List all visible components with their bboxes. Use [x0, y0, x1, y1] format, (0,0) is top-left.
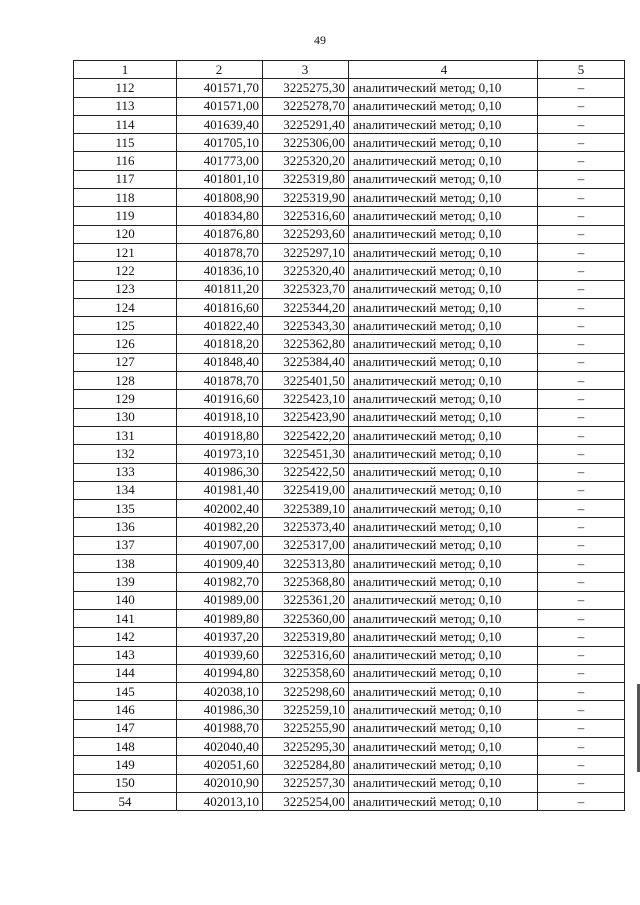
table-row [74, 317, 625, 335]
cell-x-coordinate: 401982,70 [177, 573, 263, 591]
cell-y-coordinate: 3225323,70 [263, 280, 349, 298]
cell-note: – [538, 390, 625, 408]
cell-method-accuracy: аналитический метод; 0,10 [349, 756, 538, 774]
cell-point-number: 132 [74, 445, 177, 463]
table-row [74, 262, 625, 280]
cell-method-accuracy: аналитический метод; 0,10 [349, 298, 538, 316]
cell-point-number: 140 [74, 591, 177, 609]
table-row [74, 774, 625, 792]
cell-x-coordinate: 401878,70 [177, 243, 263, 261]
cell-point-number: 115 [74, 134, 177, 152]
cell-point-number: 113 [74, 97, 177, 115]
cell-method-accuracy: аналитический метод; 0,10 [349, 262, 538, 280]
cell-y-coordinate: 3225361,20 [263, 591, 349, 609]
cell-note: – [538, 609, 625, 627]
header-col-1: 1 [74, 61, 177, 79]
cell-note: – [538, 536, 625, 554]
cell-method-accuracy: аналитический метод; 0,10 [349, 573, 538, 591]
cell-x-coordinate: 402013,10 [177, 792, 263, 810]
cell-method-accuracy: аналитический метод; 0,10 [349, 134, 538, 152]
cell-x-coordinate: 401909,40 [177, 555, 263, 573]
cell-point-number: 129 [74, 390, 177, 408]
cell-point-number: 121 [74, 243, 177, 261]
cell-point-number: 137 [74, 536, 177, 554]
cell-note: – [538, 737, 625, 755]
cell-x-coordinate: 401986,30 [177, 463, 263, 481]
table-row [74, 628, 625, 646]
cell-note: – [538, 335, 625, 353]
table-row [74, 280, 625, 298]
cell-method-accuracy: аналитический метод; 0,10 [349, 792, 538, 810]
cell-note: – [538, 683, 625, 701]
cell-method-accuracy: аналитический метод; 0,10 [349, 518, 538, 536]
cell-y-coordinate: 3225389,10 [263, 500, 349, 518]
cell-x-coordinate: 401982,20 [177, 518, 263, 536]
cell-x-coordinate: 401988,70 [177, 719, 263, 737]
table-row [74, 408, 625, 426]
cell-method-accuracy: аналитический метод; 0,10 [349, 536, 538, 554]
cell-note: – [538, 134, 625, 152]
cell-x-coordinate: 401989,80 [177, 609, 263, 627]
table-header-row [74, 61, 625, 79]
cell-y-coordinate: 3225319,80 [263, 170, 349, 188]
cell-point-number: 112 [74, 79, 177, 97]
cell-note: – [538, 262, 625, 280]
cell-y-coordinate: 3225306,00 [263, 134, 349, 152]
cell-note: – [538, 463, 625, 481]
header-col-4: 4 [349, 61, 538, 79]
cell-x-coordinate: 401916,60 [177, 390, 263, 408]
page-number: 49 [314, 33, 326, 47]
cell-point-number: 125 [74, 317, 177, 335]
table-row [74, 97, 625, 115]
cell-method-accuracy: аналитический метод; 0,10 [349, 591, 538, 609]
cell-point-number: 138 [74, 555, 177, 573]
cell-note: – [538, 243, 625, 261]
cell-point-number: 116 [74, 152, 177, 170]
cell-point-number: 122 [74, 262, 177, 280]
cell-x-coordinate: 401808,90 [177, 189, 263, 207]
cell-x-coordinate: 401986,30 [177, 701, 263, 719]
table-row [74, 152, 625, 170]
cell-point-number: 141 [74, 609, 177, 627]
cell-note: – [538, 774, 625, 792]
table-row [74, 463, 625, 481]
coordinates-table-container [73, 60, 613, 811]
cell-y-coordinate: 3225298,60 [263, 683, 349, 701]
table-row [74, 756, 625, 774]
cell-y-coordinate: 3225316,60 [263, 646, 349, 664]
cell-method-accuracy: аналитический метод; 0,10 [349, 719, 538, 737]
cell-y-coordinate: 3225317,00 [263, 536, 349, 554]
table-row [74, 390, 625, 408]
cell-x-coordinate: 401918,80 [177, 426, 263, 444]
cell-x-coordinate: 401981,40 [177, 481, 263, 499]
cell-y-coordinate: 3225401,50 [263, 372, 349, 390]
table-row [74, 445, 625, 463]
cell-note: – [538, 280, 625, 298]
cell-x-coordinate: 401973,10 [177, 445, 263, 463]
cell-x-coordinate: 401816,60 [177, 298, 263, 316]
table-row [74, 372, 625, 390]
cell-method-accuracy: аналитический метод; 0,10 [349, 500, 538, 518]
cell-point-number: 127 [74, 353, 177, 371]
cell-x-coordinate: 401834,80 [177, 207, 263, 225]
cell-y-coordinate: 3225255,90 [263, 719, 349, 737]
cell-method-accuracy: аналитический метод; 0,10 [349, 390, 538, 408]
table-row [74, 573, 625, 591]
cell-point-number: 148 [74, 737, 177, 755]
header-col-5: 5 [538, 61, 625, 79]
table-row [74, 207, 625, 225]
cell-point-number: 150 [74, 774, 177, 792]
cell-method-accuracy: аналитический метод; 0,10 [349, 683, 538, 701]
cell-point-number: 144 [74, 664, 177, 682]
cell-x-coordinate: 401571,70 [177, 79, 263, 97]
cell-method-accuracy: аналитический метод; 0,10 [349, 737, 538, 755]
cell-note: – [538, 170, 625, 188]
cell-x-coordinate: 401876,80 [177, 225, 263, 243]
cell-y-coordinate: 3225320,20 [263, 152, 349, 170]
cell-x-coordinate: 401818,20 [177, 335, 263, 353]
cell-y-coordinate: 3225422,20 [263, 426, 349, 444]
cell-point-number: 139 [74, 573, 177, 591]
cell-point-number: 133 [74, 463, 177, 481]
cell-x-coordinate: 401801,10 [177, 170, 263, 188]
cell-note: – [538, 97, 625, 115]
cell-note: – [538, 445, 625, 463]
table-row [74, 683, 625, 701]
cell-y-coordinate: 3225259,10 [263, 701, 349, 719]
cell-x-coordinate: 401836,10 [177, 262, 263, 280]
table-row [74, 225, 625, 243]
cell-x-coordinate: 401705,10 [177, 134, 263, 152]
cell-y-coordinate: 3225295,30 [263, 737, 349, 755]
cell-method-accuracy: аналитический метод; 0,10 [349, 189, 538, 207]
cell-method-accuracy: аналитический метод; 0,10 [349, 243, 538, 261]
table-row [74, 115, 625, 133]
cell-method-accuracy: аналитический метод; 0,10 [349, 555, 538, 573]
header-col-3: 3 [263, 61, 349, 79]
cell-note: – [538, 573, 625, 591]
cell-y-coordinate: 3225422,50 [263, 463, 349, 481]
cell-method-accuracy: аналитический метод; 0,10 [349, 701, 538, 719]
cell-x-coordinate: 402051,60 [177, 756, 263, 774]
cell-y-coordinate: 3225319,80 [263, 628, 349, 646]
cell-y-coordinate: 3225313,80 [263, 555, 349, 573]
table-row [74, 170, 625, 188]
table-row [74, 591, 625, 609]
header-col-2: 2 [177, 61, 263, 79]
cell-point-number: 145 [74, 683, 177, 701]
cell-note: – [538, 408, 625, 426]
cell-y-coordinate: 3225368,80 [263, 573, 349, 591]
cell-x-coordinate: 401822,40 [177, 317, 263, 335]
cell-method-accuracy: аналитический метод; 0,10 [349, 280, 538, 298]
table-row [74, 426, 625, 444]
cell-x-coordinate: 401937,20 [177, 628, 263, 646]
table-row [74, 298, 625, 316]
table-row [74, 664, 625, 682]
cell-y-coordinate: 3225344,20 [263, 298, 349, 316]
cell-y-coordinate: 3225319,90 [263, 189, 349, 207]
cell-point-number: 147 [74, 719, 177, 737]
cell-y-coordinate: 3225320,40 [263, 262, 349, 280]
cell-y-coordinate: 3225293,60 [263, 225, 349, 243]
cell-y-coordinate: 3225257,30 [263, 774, 349, 792]
table-row [74, 518, 625, 536]
cell-y-coordinate: 3225362,80 [263, 335, 349, 353]
cell-y-coordinate: 3225278,70 [263, 97, 349, 115]
cell-x-coordinate: 401907,00 [177, 536, 263, 554]
cell-y-coordinate: 3225358,60 [263, 664, 349, 682]
cell-point-number: 117 [74, 170, 177, 188]
table-row [74, 189, 625, 207]
cell-x-coordinate: 401994,80 [177, 664, 263, 682]
cell-point-number: 119 [74, 207, 177, 225]
cell-method-accuracy: аналитический метод; 0,10 [349, 628, 538, 646]
cell-point-number: 136 [74, 518, 177, 536]
cell-note: – [538, 79, 625, 97]
cell-point-number: 118 [74, 189, 177, 207]
cell-x-coordinate: 401989,00 [177, 591, 263, 609]
table-row [74, 536, 625, 554]
table-row [74, 701, 625, 719]
cell-point-number: 114 [74, 115, 177, 133]
cell-x-coordinate: 402038,10 [177, 683, 263, 701]
cell-y-coordinate: 3225275,30 [263, 79, 349, 97]
cell-y-coordinate: 3225423,90 [263, 408, 349, 426]
cell-y-coordinate: 3225254,00 [263, 792, 349, 810]
table-row [74, 481, 625, 499]
cell-method-accuracy: аналитический метод; 0,10 [349, 774, 538, 792]
table-row [74, 335, 625, 353]
cell-method-accuracy: аналитический метод; 0,10 [349, 207, 538, 225]
table-row [74, 719, 625, 737]
cell-point-number: 120 [74, 225, 177, 243]
cell-note: – [538, 481, 625, 499]
table-row [74, 646, 625, 664]
cell-note: – [538, 298, 625, 316]
cell-point-number: 126 [74, 335, 177, 353]
cell-note: – [538, 591, 625, 609]
cell-y-coordinate: 3225384,40 [263, 353, 349, 371]
cell-x-coordinate: 402010,90 [177, 774, 263, 792]
cell-note: – [538, 426, 625, 444]
cell-point-number: 142 [74, 628, 177, 646]
cell-method-accuracy: аналитический метод; 0,10 [349, 317, 538, 335]
coordinates-table [73, 60, 625, 811]
cell-point-number: 135 [74, 500, 177, 518]
cell-point-number: 128 [74, 372, 177, 390]
cell-method-accuracy: аналитический метод; 0,10 [349, 152, 538, 170]
table-row [74, 79, 625, 97]
cell-method-accuracy: аналитический метод; 0,10 [349, 97, 538, 115]
cell-point-number: 124 [74, 298, 177, 316]
cell-method-accuracy: аналитический метод; 0,10 [349, 372, 538, 390]
cell-y-coordinate: 3225373,40 [263, 518, 349, 536]
table-row [74, 555, 625, 573]
table-row [74, 792, 625, 810]
cell-note: – [538, 353, 625, 371]
cell-method-accuracy: аналитический метод; 0,10 [349, 335, 538, 353]
table-row [74, 500, 625, 518]
cell-note: – [538, 628, 625, 646]
cell-note: – [538, 719, 625, 737]
cell-x-coordinate: 402040,40 [177, 737, 263, 755]
cell-method-accuracy: аналитический метод; 0,10 [349, 170, 538, 188]
cell-y-coordinate: 3225360,00 [263, 609, 349, 627]
cell-method-accuracy: аналитический метод; 0,10 [349, 481, 538, 499]
cell-x-coordinate: 401773,00 [177, 152, 263, 170]
cell-y-coordinate: 3225291,40 [263, 115, 349, 133]
cell-method-accuracy: аналитический метод; 0,10 [349, 646, 538, 664]
cell-method-accuracy: аналитический метод; 0,10 [349, 225, 538, 243]
cell-note: – [538, 207, 625, 225]
cell-point-number: 134 [74, 481, 177, 499]
cell-method-accuracy: аналитический метод; 0,10 [349, 445, 538, 463]
cell-point-number: 131 [74, 426, 177, 444]
cell-y-coordinate: 3225451,30 [263, 445, 349, 463]
cell-x-coordinate: 401939,60 [177, 646, 263, 664]
table-row [74, 243, 625, 261]
cell-y-coordinate: 3225316,60 [263, 207, 349, 225]
cell-method-accuracy: аналитический метод; 0,10 [349, 664, 538, 682]
cell-x-coordinate: 401878,70 [177, 372, 263, 390]
cell-note: – [538, 518, 625, 536]
cell-method-accuracy: аналитический метод; 0,10 [349, 408, 538, 426]
cell-x-coordinate: 401811,20 [177, 280, 263, 298]
cell-note: – [538, 756, 625, 774]
cell-point-number: 143 [74, 646, 177, 664]
cell-method-accuracy: аналитический метод; 0,10 [349, 353, 538, 371]
cell-x-coordinate: 401918,10 [177, 408, 263, 426]
cell-method-accuracy: аналитический метод; 0,10 [349, 609, 538, 627]
cell-point-number: 54 [74, 792, 177, 810]
cell-x-coordinate: 402002,40 [177, 500, 263, 518]
cell-x-coordinate: 401639,40 [177, 115, 263, 133]
table-body [74, 79, 625, 811]
table-row [74, 737, 625, 755]
cell-y-coordinate: 3225419,00 [263, 481, 349, 499]
cell-note: – [538, 189, 625, 207]
cell-note: – [538, 701, 625, 719]
cell-note: – [538, 664, 625, 682]
table-row [74, 353, 625, 371]
cell-note: – [538, 555, 625, 573]
cell-note: – [538, 225, 625, 243]
cell-point-number: 123 [74, 280, 177, 298]
cell-note: – [538, 646, 625, 664]
cell-y-coordinate: 3225423,10 [263, 390, 349, 408]
cell-x-coordinate: 401848,40 [177, 353, 263, 371]
cell-method-accuracy: аналитический метод; 0,10 [349, 115, 538, 133]
table-row [74, 609, 625, 627]
cell-method-accuracy: аналитический метод; 0,10 [349, 463, 538, 481]
cell-note: – [538, 115, 625, 133]
cell-method-accuracy: аналитический метод; 0,10 [349, 426, 538, 444]
cell-x-coordinate: 401571,00 [177, 97, 263, 115]
cell-y-coordinate: 3225343,30 [263, 317, 349, 335]
cell-method-accuracy: аналитический метод; 0,10 [349, 79, 538, 97]
cell-note: – [538, 372, 625, 390]
cell-note: – [538, 317, 625, 335]
cell-note: – [538, 152, 625, 170]
cell-point-number: 149 [74, 756, 177, 774]
cell-y-coordinate: 3225297,10 [263, 243, 349, 261]
cell-point-number: 130 [74, 408, 177, 426]
table-row [74, 134, 625, 152]
cell-y-coordinate: 3225284,80 [263, 756, 349, 774]
cell-note: – [538, 500, 625, 518]
cell-point-number: 146 [74, 701, 177, 719]
cell-note: – [538, 792, 625, 810]
